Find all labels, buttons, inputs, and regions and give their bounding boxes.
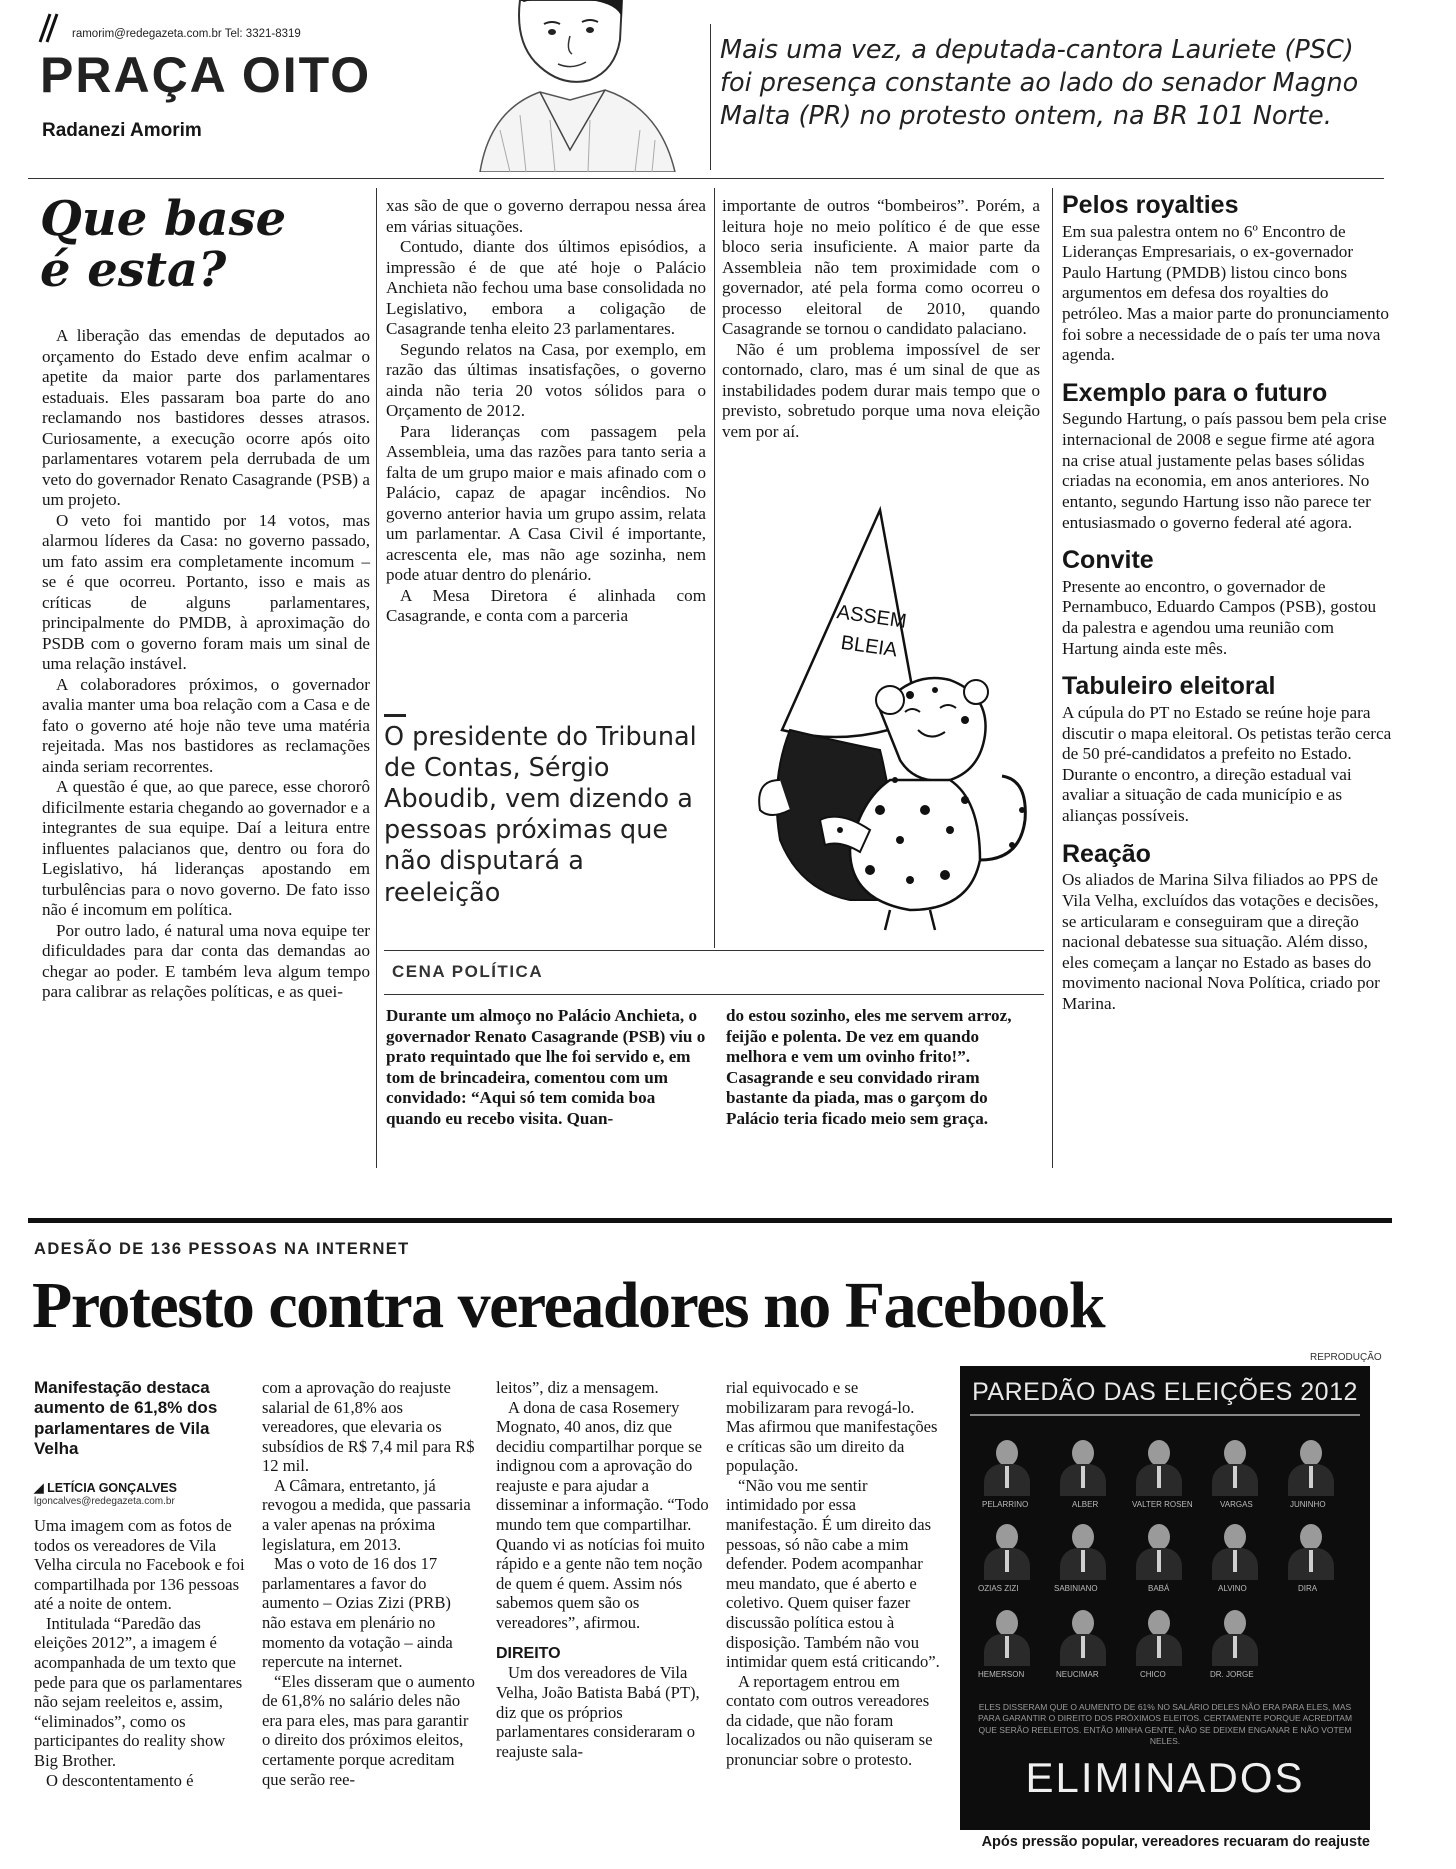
byline-email: lgoncalves@redegazeta.com.br: [34, 1496, 175, 1507]
councillor-name: ALVINO: [1218, 1584, 1247, 1593]
section-rule-thick: [28, 1218, 1392, 1223]
paragraph: A Câmara, entretanto, já revogou a medida, que passaria a valer apenas na próxima legislatura, em 2013.: [262, 1475, 471, 1554]
councillor-photo: [980, 1520, 1034, 1580]
paragraph: com a aprovação do reajuste salarial de 61,8% aos vereadores, que elevaria os subsídios de R$ 7,4 mil para R$ 12 mil.: [262, 1378, 475, 1476]
cena-politica-text-right: do estou sozinho, eles me servem arroz, feijão e polenta. De vez em quando melhora e vem um ovinho frito!”. Casagrande e seu convidado riram bastante da piada, mas o garçom do Palácio teria ficado meio sem graça.: [726, 1006, 1012, 1128]
bottom-deck: Manifestação destaca aumento de 61,8% dos parlamentares de Vila Velha: [34, 1378, 218, 1459]
section-subhead: DIREITO: [496, 1644, 561, 1662]
councillor-name: BABÁ: [1148, 1584, 1170, 1593]
councillor-photo: [1132, 1520, 1186, 1580]
cena-politica-label: CENA POLÍTICA: [392, 962, 544, 981]
pullquote-mark: [384, 714, 406, 717]
facebook-poster-image: [960, 1366, 1370, 1830]
sidebar-text: Em sua palestra ontem no 6º Encontro de Lideranças Empresariais, o ex-governador Paulo Hartung (PMDB) listou cinco bons argumentos em defesa dos royalties do petróleo. Mas a maior parte do pronunciamento foi sobre a necessidade de o país ter uma nova agenda.: [1062, 221, 1389, 365]
councillor-photo: [980, 1606, 1034, 1666]
councillor-name: OZIAS ZIZI: [978, 1584, 1019, 1593]
header-rule: [28, 178, 1384, 179]
columnist-portrait: [440, 0, 700, 172]
poster-title: PAREDÃO DAS ELEIÇÕES 2012: [972, 1378, 1358, 1406]
sidebar-text: Segundo Hartung, o país passou bem pela crise internacional de 2008 e segue firme até agora na crise atual justamente pelas bases sólidas criadas na economia, em anos anteriores. No entanto, segundo Hartung isso não parece ter entusiasmado o governo federal até agora.: [1062, 409, 1387, 532]
paragraph: “Não vou me sentir intimidado por essa manifestação. É um direito das pessoas, só não cabe a mim defender. Podem acompanhar meu mandato, que é aberto e coletivo. Quem quiser fazer discussão política estou à disposição. Também não vou intimidar quem está criticando”.: [726, 1475, 940, 1672]
councillor-name: PELARRINO: [982, 1500, 1029, 1509]
column-divider: [714, 188, 715, 948]
councillor-photo: [1056, 1606, 1110, 1666]
paragraph: Por outro lado, é natural uma nova equipe ter dificuldades para dar conta das demandas ao chegar ao poder. E também leva algum tempo para calibrar as relações políticas, e as quei-: [42, 920, 370, 1001]
cena-politica-rule: [384, 950, 1044, 951]
councillor-photo: [1208, 1606, 1262, 1666]
councillor-photo: [1284, 1436, 1338, 1496]
photo-caption: Após pressão popular, vereadores recuaram do reajuste: [981, 1834, 1370, 1850]
svg-text:BLEIA: BLEIA: [839, 631, 899, 662]
councillor-name: ALBER: [1072, 1500, 1099, 1509]
article-col-2: [386, 196, 706, 627]
bottom-col-1: [34, 1516, 246, 1790]
sidebar: [1062, 192, 1392, 1015]
councillor-name: VALTER ROSEN: [1132, 1500, 1193, 1509]
councillor-name: HEMERSON: [978, 1670, 1025, 1679]
paragraph: Segundo relatos na Casa, por exemplo, em razão das últimas insatisfações, o governo ainda não teria 20 votos sólidos para o Orçamento de 2012.: [386, 339, 706, 420]
bottom-kicker: ADESÃO DE 136 PESSOAS NA INTERNET: [34, 1240, 410, 1258]
byline-name: LETÍCIA GONÇALVES: [47, 1481, 177, 1495]
byline-icon: ◢: [34, 1481, 48, 1495]
councillor-photo: [1056, 1436, 1110, 1496]
councillor-photo: [1132, 1436, 1186, 1496]
paragraph: A questão é que, ao que parece, esse chororô dificilmente estaria chegando ao governador e a integrantes de sua equipe. Daí a leitura entre influentes palacianos que, dentro ou fora do Legislativo, há lideranças apostando em turbulências para o novo governo. De fato isso não é incomum em política.: [42, 777, 370, 919]
poster-footer: ELIMINADOS: [1025, 1754, 1305, 1801]
article-title: [40, 191, 287, 298]
councillor-photo: [1132, 1606, 1186, 1666]
cena-politica-rule: [384, 994, 1044, 995]
column-name: PRAÇA OITO: [40, 47, 372, 103]
councillor-name: JUNINHO: [1290, 1500, 1326, 1509]
pullquote: O presidente do Tribunal de Contas, Sérgio Aboudib, vem dizendo a pessoas próximas que não disputará a reeleição: [384, 722, 697, 908]
paragraph: rial equivocado e se mobilizaram para revogá-lo. Mas afirmou que manifestações e críticas são um direito da população.: [726, 1378, 938, 1476]
article-col-1: [42, 326, 370, 1003]
paragraph: A dona de casa Rosemery Mognato, 40 anos, diz que decidiu compartilhar porque se indignou com a aprovação do reajuste e para ajudar a disseminar a informação. “Todo mundo tem que compartilhar. Quando vi as notícias foi muito rápido e a gente não tem noção de quem é quem. Assim nós sabemos quem são os vereadores”, afirmou.: [496, 1397, 709, 1632]
councillor-photo: [1056, 1520, 1110, 1580]
councillor-name: SABINIANO: [1054, 1584, 1098, 1593]
paragraph: O descontentamento é: [46, 1770, 194, 1790]
bottom-col-4: [726, 1378, 940, 1770]
paragraph: A Mesa Diretora é alinhada com Casagrande, e conta com a parceria: [386, 585, 706, 625]
photo-credit: REPRODUÇÃO: [1310, 1352, 1382, 1363]
sidebar-text: Presente ao encontro, o governador de Pernambuco, Eduardo Campos (PSB), gostou da palestra e agendou uma reunião com Hartung ainda este mês.: [1062, 576, 1377, 658]
byline: [34, 1480, 234, 1507]
paragraph: A liberação das emendas de deputados ao orçamento do Estado deve enfim acalmar o apetite da maior parte dos parlamentares estaduais. Eles passaram boa parte do ano reclamando nos bastidores desses atrasos. Curiosamente, a execução ocorre após oito parlamentares votarem pela derrubada de um veto do governador Renato Casagrande (PSB) a um projeto.: [42, 326, 370, 509]
bottom-col-3: [496, 1378, 710, 1761]
councillor-photo: [1208, 1520, 1262, 1580]
paragraph: xas são de que o governo derrapou nessa área em várias situações.: [386, 196, 706, 236]
councillor-name: CHICO: [1140, 1670, 1166, 1679]
article-title-line2: é esta?: [40, 241, 227, 298]
paragraph: Intitulada “Paredão das eleições 2012”, a imagem é acompanhada de um texto que pede para que os parlamentares não sejam reeleitos e, assim, “eliminados”, como os participantes do reality show Big Brother.: [34, 1613, 243, 1770]
paragraph: Um dos vereadores de Vila Velha, João Batista Babá (PT), diz que os próprios parlamentares consideraram o reajuste sala-: [496, 1663, 700, 1761]
paragraph: leitos”, diz a mensagem.: [496, 1378, 659, 1397]
paragraph: A reportagem entrou em contato com outros vereadores da cidade, que não foram localizados ou não quiseram se pronunciar sobre o protesto.: [726, 1671, 933, 1769]
paragraph: importante de outros “bombeiros”. Porém, a leitura hoje no meio político é de que esse bloco seria insuficiente. A maior parte da Assembleia não tem proximidade com o governador, até pela forma como ocorreu o processo eleitoral de 2010, quando Casagrande se tornou o candidato palaciano.: [722, 196, 1040, 338]
cena-politica-text-left: Durante um almoço no Palácio Anchieta, o governador Renato Casagrande (PSB) viu o prato requintado que lhe foi servido e, em tom de brincadeira, comentou com um convidado: “Aqui só tem comida boa quando eu recebo visita. Quan-: [386, 1006, 706, 1128]
sidebar-text: Os aliados de Marina Silva filiados ao PPS de Vila Velha, excluídos das votações e decisões, se articularam e conseguiram que a direção nacional debatesse sua situação. Além disso, eles começam a lançar no Estado as bases do movimento nacional Nova Política, criado por Marina.: [1062, 870, 1380, 1014]
paragraph: Para lideranças com passagem pela Assembleia, uma das razões para tanto seria a falta de um grupo maior e mais afinado com o Palácio, capaz de apagar incêndios. No governo anterior havia um grupo assim, relata um parlamentar. A Casa Civil é importante, acrescenta ele, mas não age sozinha, nem pode atuar dentro do plenário.: [386, 421, 706, 584]
councillor-name: DIRA: [1298, 1584, 1318, 1593]
paragraph: Contudo, diante dos últimos episódios, a impressão é de que até hoje o Palácio Anchieta não fechou uma base consolidada no Legislativo, embora a coligação de Casagrande tenha eleito 23 parlamentares.: [386, 237, 706, 338]
column-author: Radanezi Amorim: [42, 120, 202, 141]
councillor-name: NEUCIMAR: [1056, 1670, 1099, 1679]
column-highlight: Mais uma vez, a deputada-cantora Lauriete (PSC) foi presença constante ao lado do senador Magno Malta (PR) no protesto ontem, na BR 101 Norte.: [720, 35, 1359, 132]
poster-top-rule: [970, 1414, 1360, 1416]
sidebar-divider: [1052, 188, 1053, 1168]
sidebar-heading: Tabuleiro eleitoral: [1062, 672, 1276, 701]
councillor-name: VARGAS: [1220, 1500, 1253, 1509]
paragraph: Não é um problema impossível de ser contornado, claro, mas é um sinal de que as instabilidades podem durar mais tempo que o previsto, sobretudo porque uma nova eleição vem por aí.: [722, 339, 1040, 441]
paragraph: O veto foi mantido por 14 votos, mas alarmou líderes da Casa: no governo passado, um fato assim era completamente incomum – se é que ocorreu. Portanto, isso e mais as críticas de alguns parlamentares, principalmente do PMDB, à aproximação do PSDB com o governo foram mais um sinal de uma relação instável.: [42, 510, 370, 673]
sidebar-text: A cúpula do PT no Estado se reúne hoje para discutir o mapa eleitoral. Os petistas terão cerca de 50 pré-candidatos a prefeito no Estado. Durante o encontro, a direção estadual vai avaliar a situação de cada município e as alianças possíveis.: [1062, 702, 1392, 826]
councillor-name: DR. JORGE: [1210, 1670, 1254, 1679]
column-logo-slash: [36, 10, 60, 44]
paragraph: “Eles disseram que o aumento de 61,8% no salário deles não era para eles, mas para garantir o direito dos próximos eleitos, certamente porque acreditam que serão ree-: [262, 1671, 475, 1789]
bottom-headline: Protesto contra vereadores no Facebook: [32, 1269, 1105, 1342]
article-title-line1: Que base: [40, 191, 287, 247]
cartoon-illustration: [740, 480, 1040, 940]
column-contact: ramorim@redegazeta.com.br Tel: 3321-8319: [72, 28, 301, 40]
sidebar-heading: Reação: [1062, 839, 1151, 868]
sidebar-heading: Convite: [1062, 546, 1154, 575]
bottom-col-2: [262, 1378, 476, 1789]
article-col-3: [722, 196, 1040, 442]
paragraph: A colaboradores próximos, o governador avalia manter uma boa relação com a Casa e de fato o governo até hoje não teve uma matéria rejeitada. Mas nos bastidores as reclamações ainda seriam recorrentes.: [42, 674, 370, 776]
councillor-photo: [1208, 1436, 1262, 1496]
councillor-photo: [1284, 1520, 1338, 1580]
sidebar-heading: Exemplo para o futuro: [1062, 378, 1328, 407]
sidebar-heading: Pelos royalties: [1062, 191, 1239, 219]
cartoon-hat-label: ASSEM: [835, 601, 908, 633]
poster-message: ELES DISSERAM QUE O AUMENTO DE 61% NO SALÁRIO DELES NÃO ERA PARA ELES, MAS PARA GARANTIR O DIREITO DOS PRÓXIMOS ELEITOS. CERTAMENTE PORQUE ACREDITAM QUE SERÃO REELEITOS. ENTÃO MINHA GENTE, NÃO SE DEIXEM ENGANAR E NÃO VOTEM NELES.: [977, 1702, 1353, 1747]
header-divider: [710, 24, 711, 170]
paragraph: Uma imagem com as fotos de todos os vereadores de Vila Velha circula no Facebook e foi compartilhada por 136 pessoas até a noite de ontem.: [34, 1516, 245, 1614]
column-divider: [376, 188, 377, 1168]
paragraph: Mas o voto de 16 dos 17 parlamentares a favor do aumento – Ozias Zizi (PRB) não estava em plenário no momento da votação – ainda repercute na internet.: [262, 1554, 453, 1672]
councillor-photo: [980, 1436, 1034, 1496]
